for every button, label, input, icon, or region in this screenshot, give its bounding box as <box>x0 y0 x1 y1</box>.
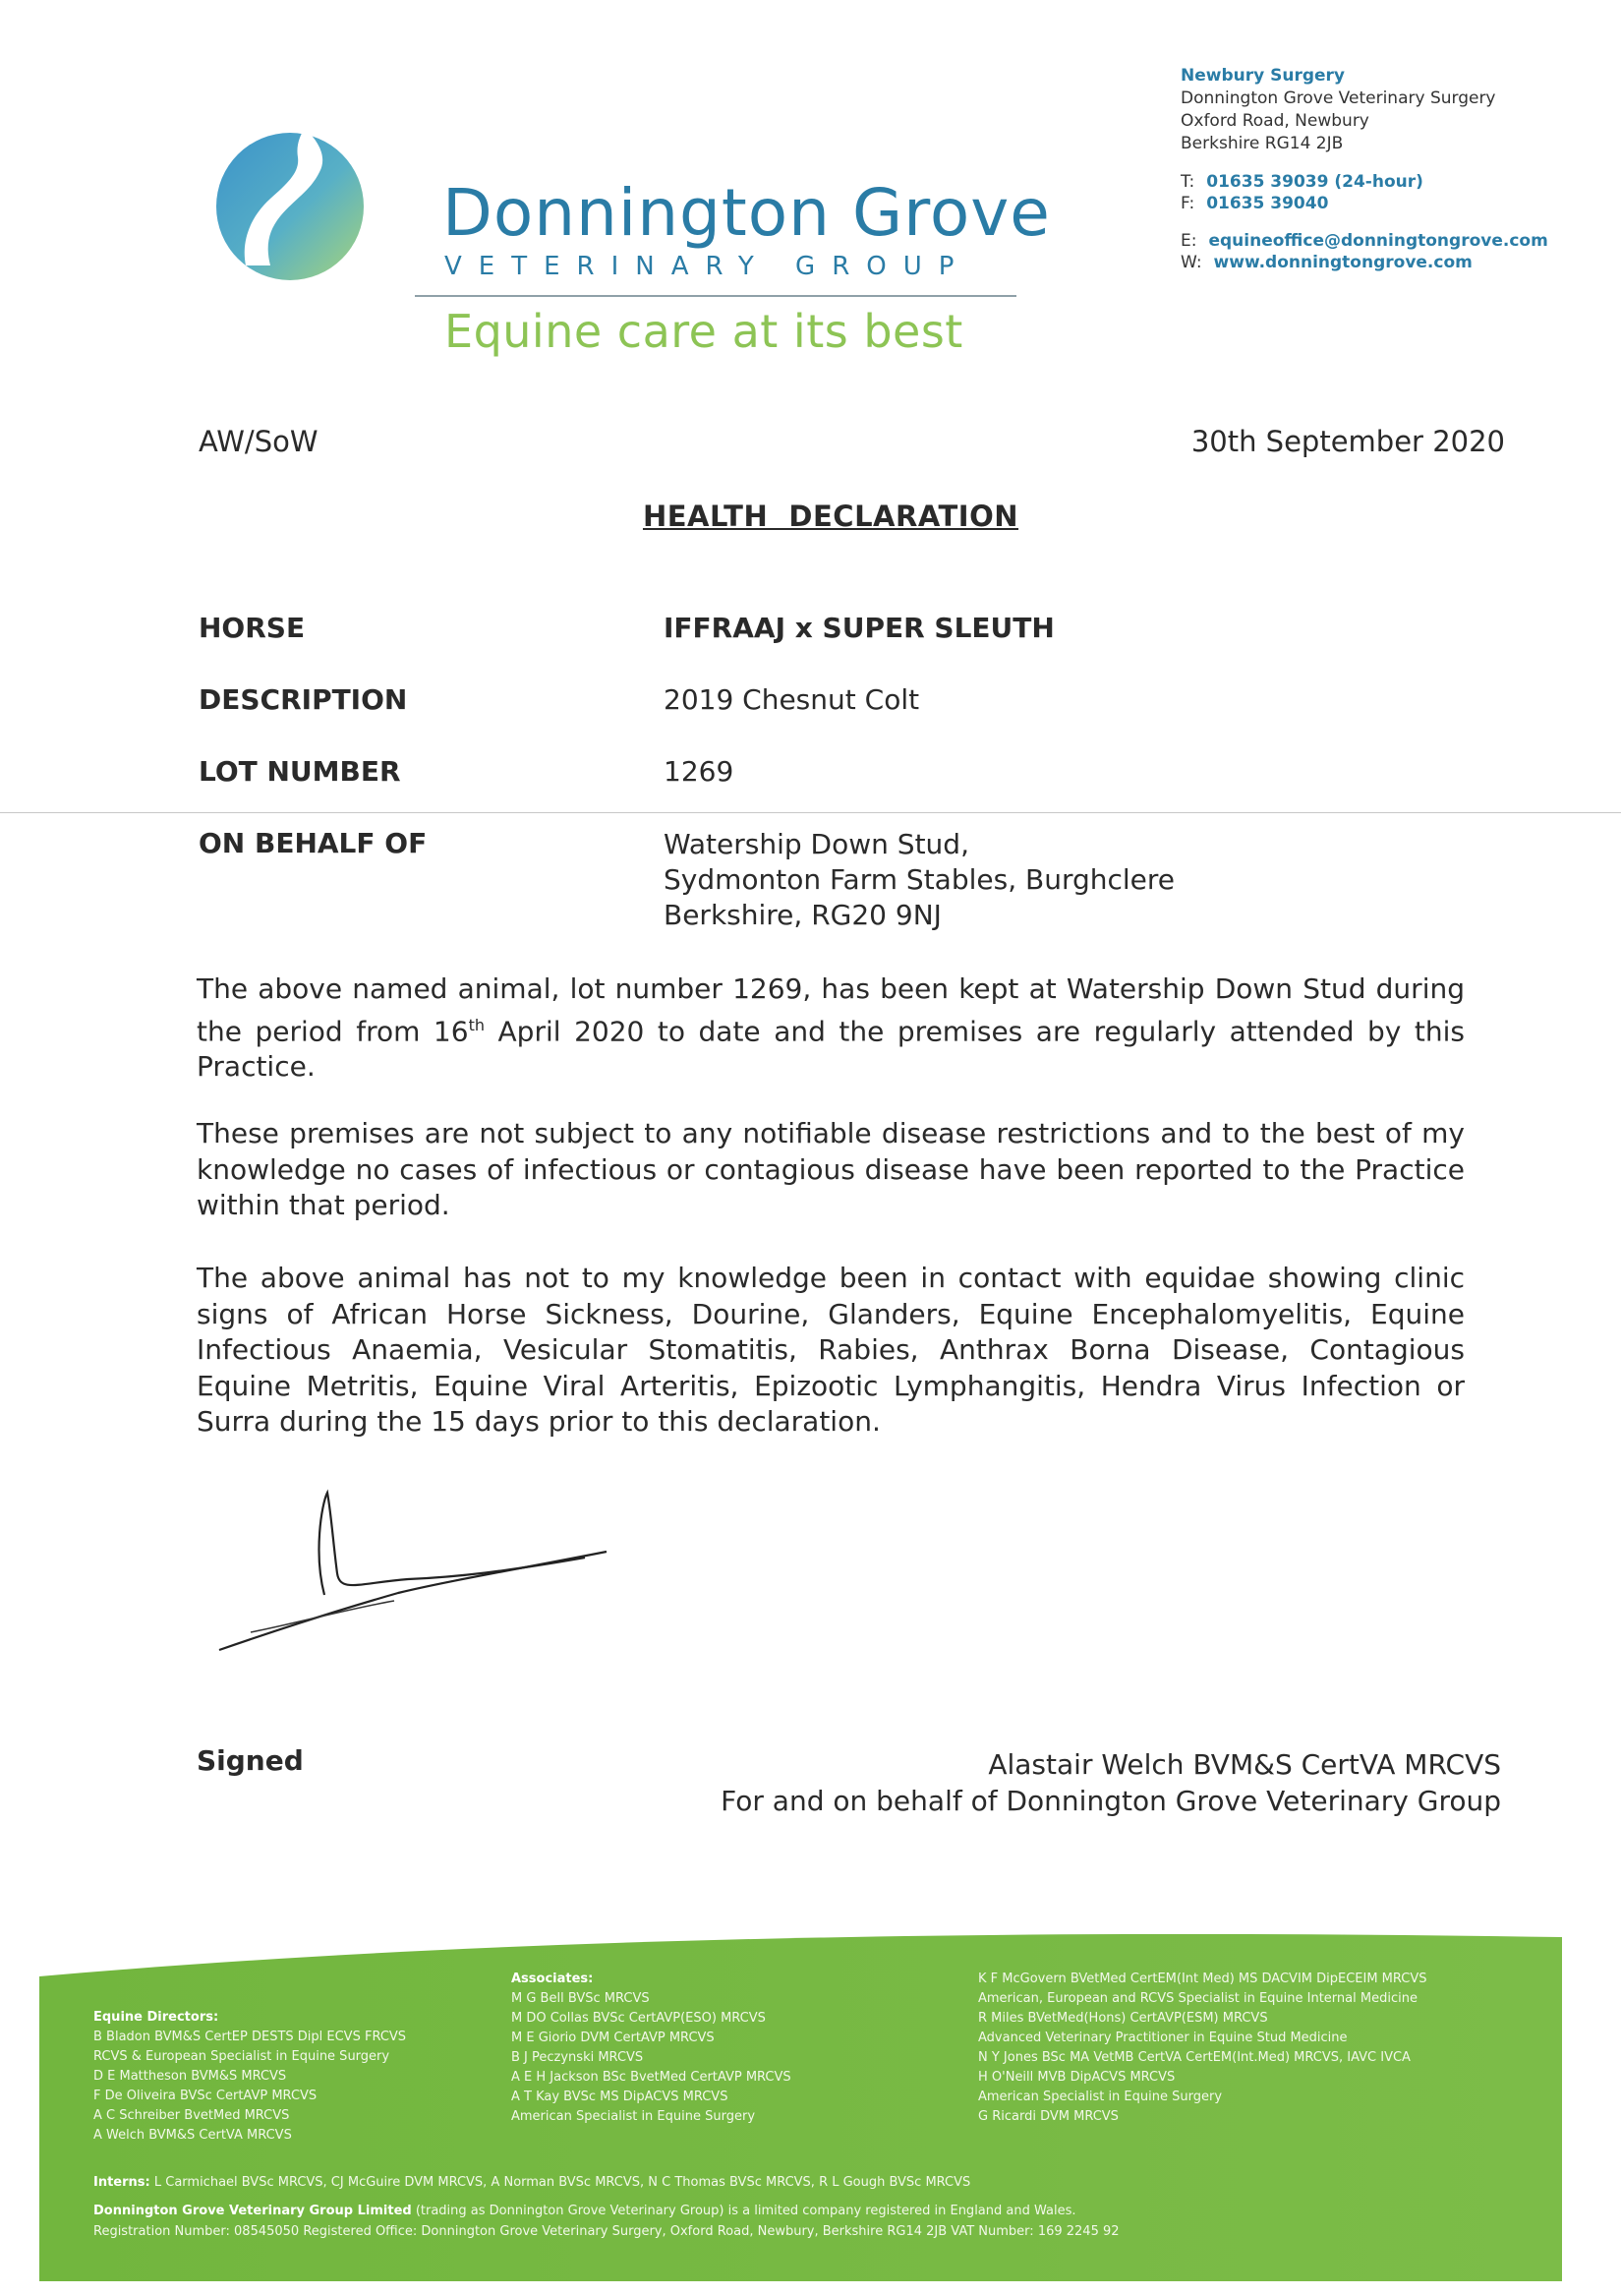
address-line: Berkshire RG14 2JB <box>1181 134 1344 153</box>
footer-line: B Bladon BVM&S CertEP DESTS Dipl ECVS FRCVS <box>93 2030 407 2044</box>
footer-line: H O'Neill MVB DipACVS MRCVS <box>978 2070 1176 2085</box>
paragraph-text: The above named animal, lot number 1269, has been kept at Watership Down Stud during the period from 16 <box>197 972 1465 1047</box>
signed-label: Signed <box>197 1744 304 1777</box>
footer-line: M E Giorio DVM CertAVP MRCVS <box>511 2031 715 2045</box>
email-address: equineoffice@donningtongrove.com <box>1208 231 1548 251</box>
phone-block <box>1181 171 1423 214</box>
tel-number: 01635 39039 (24-hour) <box>1206 172 1423 192</box>
signatory-capacity: For and on behalf of Donnington Grove Veterinary Group <box>721 1785 1501 1817</box>
footer-line: A Welch BVM&S CertVA MRCVS <box>93 2128 292 2143</box>
brand-tagline: Equine care at its best <box>444 305 963 358</box>
interns-list: L Carmichael BVSc MRCVS, CJ McGuire DVM MRCVS, A Norman BVSc MRCVS, N C Thomas BVSc MRCVS, R L Gough BVSc MRCVS <box>153 2175 971 2190</box>
company-description: (trading as Donnington Grove Veterinary Group) is a limited company registered in England and Wales. <box>411 2204 1076 2218</box>
horse-label: HORSE <box>199 612 306 644</box>
footer-line: Advanced Veterinary Practitioner in Equine Stud Medicine <box>978 2031 1348 2045</box>
footer-company <box>93 2201 1120 2242</box>
fold-line <box>0 812 1621 813</box>
website-url: www.donningtongrove.com <box>1213 253 1473 272</box>
signatory-block <box>721 1746 1501 1819</box>
document-title: HEALTH DECLARATION <box>642 500 1019 533</box>
company-name: Donnington Grove Veterinary Group Limited <box>93 2204 412 2218</box>
interns-label: Interns: <box>93 2175 150 2190</box>
footer-associates <box>511 1970 791 2127</box>
superscript: th <box>468 1015 485 1034</box>
brand-subtitle: VETERINARY GROUP <box>444 252 971 281</box>
web-label: W: <box>1181 253 1202 272</box>
footer-line: F De Oliveira BVSc CertAVP MRCVS <box>93 2089 318 2103</box>
brand-divider <box>415 295 1016 297</box>
footer-line: RCVS & European Specialist in Equine Surgery <box>93 2049 390 2064</box>
fax-label: F: <box>1181 194 1195 213</box>
address-line: Sydmonton Farm Stables, Burghclere <box>664 863 1176 896</box>
footer-specialists <box>978 1970 1427 2127</box>
footer-line: G Ricardi DVM MRCVS <box>978 2109 1119 2124</box>
footer-line: B J Peczynski MRCVS <box>511 2050 644 2065</box>
footer-directors <box>93 2008 406 2146</box>
footer-interns <box>93 2173 970 2193</box>
surgery-name: Newbury Surgery <box>1181 66 1346 86</box>
footer-line: N Y Jones BSc MA VetMB CertVA CertEM(Int.Med) MRCVS, IAVC IVCA <box>978 2050 1411 2065</box>
paragraph-diseases: The above animal has not to my knowledge been in contact with equidae showing clinic signs of African Horse Sickness, Dourine, Glanders, Equine Encephalomyelitis, Equine Infectious Anaemia, Vesicular Stomatitis, Rabies, Anthrax Borna Disease, Contagious Equine Metritis, Equine Viral Arteritis, Epizootic Lymphangitis, Hendra Virus Infection or Surra during the 15 days prior to this declaration. <box>197 1262 1465 1438</box>
web-block <box>1181 230 1548 273</box>
handwritten-signature <box>211 1485 619 1662</box>
tel-label: T: <box>1181 172 1195 192</box>
registration-details: Registration Number: 08545050 Registered Office: Donnington Grove Veterinary Surgery, Oxford Road, Newbury, Berkshire RG14 2JB VAT Number: 169 2245 92 <box>93 2224 1120 2239</box>
footer-line: K F McGovern BVetMed CertEM(Int Med) MS DACVIM DipECEIM MRCVS <box>978 1972 1427 1986</box>
directors-heading: Equine Directors: <box>93 2010 219 2025</box>
lot-number-value: 1269 <box>664 755 734 788</box>
fax-number: 01635 39040 <box>1206 194 1329 213</box>
address-line: Berkshire, RG20 9NJ <box>664 899 942 931</box>
footer-line: American Specialist in Equine Surgery <box>978 2090 1223 2104</box>
footer-line: American, European and RCVS Specialist in Equine Internal Medicine <box>978 1991 1418 2006</box>
horse-value: IFFRAAJ x SUPER SLEUTH <box>664 612 1055 644</box>
footer-line: M DO Collas BVSc CertAVP(ESO) MRCVS <box>511 2011 766 2026</box>
email-label: E: <box>1181 231 1197 251</box>
address-block <box>1181 65 1496 155</box>
address-line: Watership Down Stud, <box>664 828 969 860</box>
address-line: Donnington Grove Veterinary Surgery <box>1181 88 1496 108</box>
on-behalf-of-address <box>664 827 1175 933</box>
paragraph-text: April 2020 to date and the premises are regularly attended by this Practice. <box>197 1014 1465 1084</box>
footer-line: American Specialist in Equine Surgery <box>511 2109 756 2124</box>
footer-line: D E Mattheson BVM&S MRCVS <box>93 2069 287 2084</box>
description-label: DESCRIPTION <box>199 683 408 716</box>
footer-line: A C Schreiber BvetMed MRCVS <box>93 2108 290 2123</box>
associates-heading: Associates: <box>511 1972 594 1986</box>
paragraph-restrictions: These premises are not subject to any notifiable disease restrictions and to the best of my knowledge no cases of infectious or contagious disease have been reported to the Practice within that period. <box>197 1117 1465 1221</box>
brand-name: Donnington Grove <box>442 175 1051 251</box>
description-value: 2019 Chesnut Colt <box>664 683 920 716</box>
signatory-name: Alastair Welch BVM&S CertVA MRCVS <box>988 1748 1501 1781</box>
footer-line: M G Bell BVSc MRCVS <box>511 1991 650 2006</box>
reference: AW/SoW <box>199 425 318 458</box>
on-behalf-of-label: ON BEHALF OF <box>199 827 428 859</box>
practice-logo <box>211 118 369 285</box>
footer-line: R Miles BVetMed(Hons) CertAVP(ESM) MRCVS <box>978 2011 1268 2026</box>
lot-number-label: LOT NUMBER <box>199 755 401 788</box>
address-line: Oxford Road, Newbury <box>1181 111 1369 131</box>
letter-date: 30th September 2020 <box>1190 425 1505 458</box>
paragraph-premises <box>197 971 1465 1086</box>
footer-line: A T Kay BVSc MS DipACVS MRCVS <box>511 2090 728 2104</box>
footer-line: A E H Jackson BSc BvetMed CertAVP MRCVS <box>511 2070 791 2085</box>
